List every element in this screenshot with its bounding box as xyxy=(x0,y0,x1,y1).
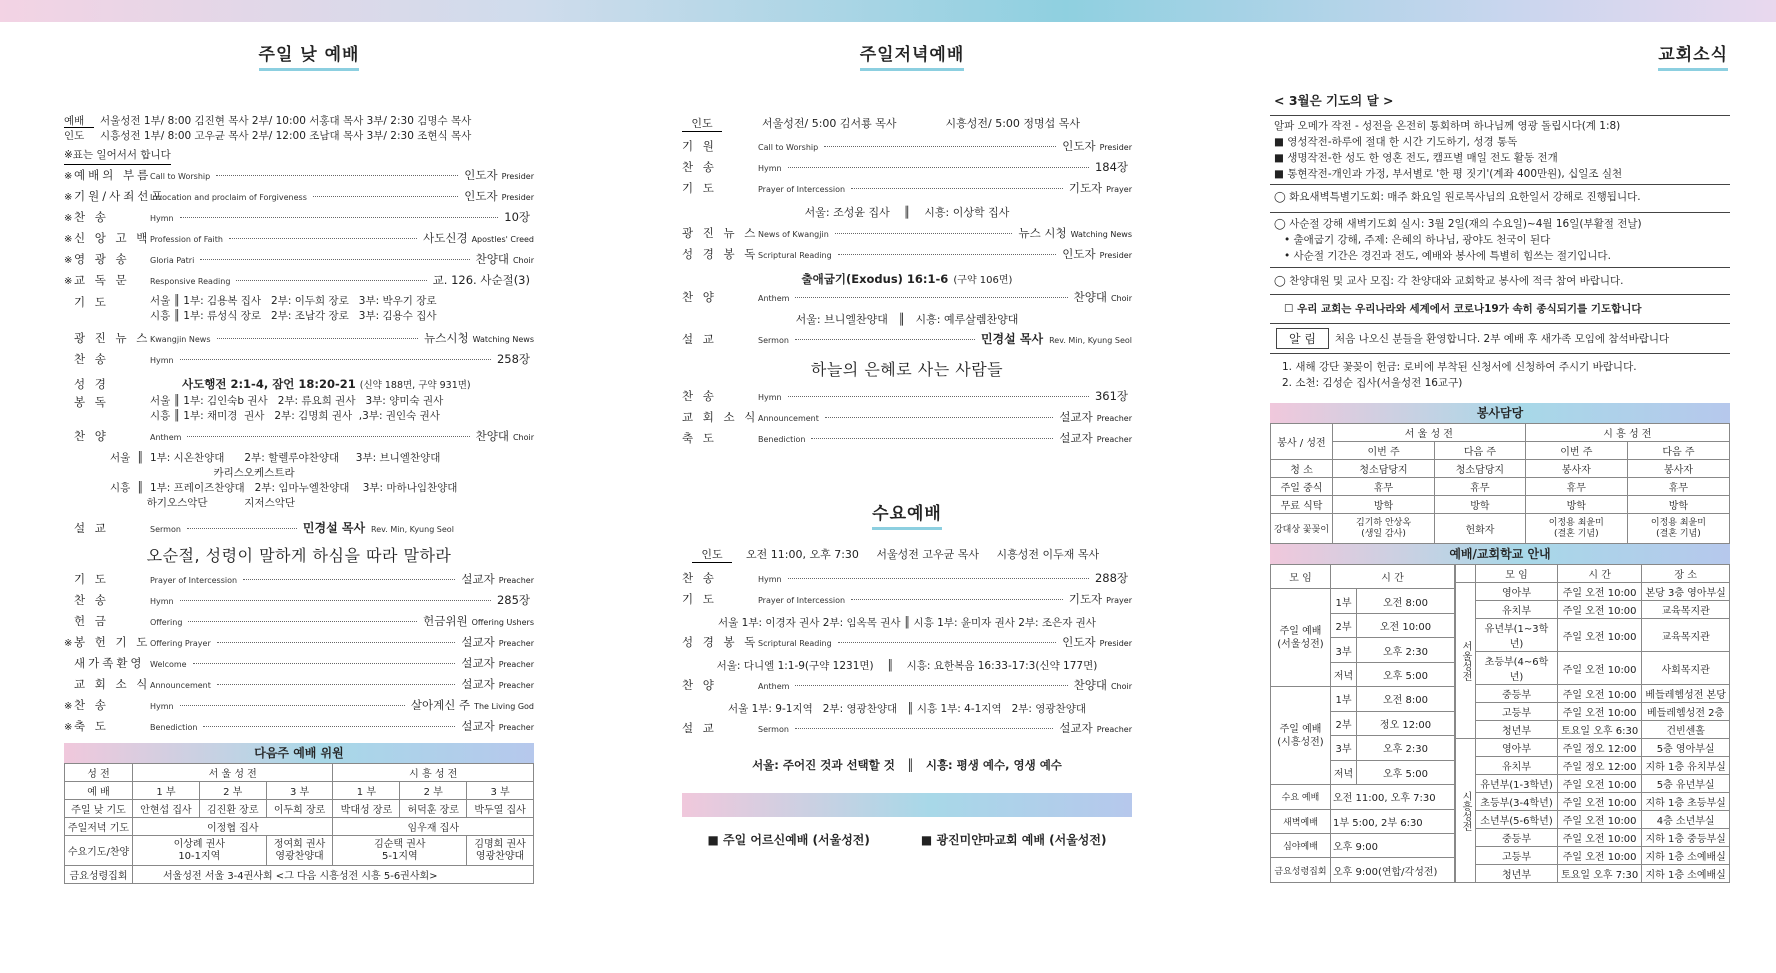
order-label: 교 독 문 xyxy=(74,273,130,287)
order-value: 인도자 xyxy=(1062,139,1096,153)
stand-mark: ※ xyxy=(64,276,73,287)
order-eng: Kwangjin News xyxy=(150,335,211,344)
order-item xyxy=(64,330,534,351)
order-item xyxy=(682,570,1132,591)
prayer-label: 기 도 xyxy=(74,295,109,309)
table-row: 주일 낮 기도 안현섭 집사 김진환 장로 이두희 장로 박대성 장로 허덕훈 장로 박두열 집사 xyxy=(65,800,534,818)
order-label: 영 광 송 xyxy=(74,252,130,266)
order-item xyxy=(682,388,1132,409)
table-row: 유년부(1-3학년) 주일 오전 10:00 5층 유년부실 xyxy=(1456,775,1730,793)
table-row: 2부 정오 12:00 xyxy=(1271,711,1455,735)
prayer-bullet-3: ■ 통현작전-개인과 가정, 부서별로 '한 평 짓기'(계좌 400만원), 십일조 실천 xyxy=(1274,168,1623,180)
order-label: 광 진 뉴 스 xyxy=(74,331,151,345)
leader-dots xyxy=(824,146,1056,147)
order-item xyxy=(64,697,534,718)
order-eng: Scriptural Reading xyxy=(758,251,832,260)
order-label: 헌 금 xyxy=(74,614,109,628)
sermon-eng: Sermon xyxy=(150,525,181,534)
order-label: 새가족환영 xyxy=(74,656,145,670)
order-list-a xyxy=(64,167,534,293)
evening-leader-text: 서울성전/ 5:00 김서룡 목사 시흥성전/ 5:00 정명섭 목사 xyxy=(762,117,1081,130)
evening-prayer-names: 서울: 조성윤 집사 ║ 시흥: 이상학 집사 xyxy=(804,206,1010,219)
order-label: 교 회 소 식 xyxy=(682,410,759,424)
table-row: 유년부(1~3학년) 주일 오전 10:00 교육목지관 xyxy=(1456,619,1730,652)
order-label: 찬 송 xyxy=(74,352,109,366)
leader-dots xyxy=(188,621,417,622)
school-guide xyxy=(1270,544,1730,883)
order-eng: Call to Worship xyxy=(150,172,211,181)
middle-footer xyxy=(682,831,1132,848)
order-value: 설교자 xyxy=(461,656,495,670)
wednesday-service-title: 수요예배 xyxy=(682,499,1132,524)
next-week-title: 다음주 예배 위원 xyxy=(64,743,534,763)
order-item xyxy=(64,676,534,697)
wednesday-sermon-titles: 서울: 주어진 것과 선택할 것 ║ 시흥: 평생 예수, 영생 예수 xyxy=(752,758,1062,772)
notice-2: ◯ 사순절 강해 새벽기도회 실시: 3월 2일(재의 수요일)~4월 16일(부활절 전날) • 출애굽기 강해, 주제: 은혜의 하나님, 광야도 천국이 된다 • 사순절 기간은 경건과 전도, 예배와 봉사에 특별히 힘쓰는 절기입니다. xyxy=(1274,218,1642,262)
table-row: 3부 오후 2:30 xyxy=(1271,736,1455,760)
table-row: 유치부 주일 오전 10:00 교육목지관 xyxy=(1456,601,1730,619)
sunday-service-column xyxy=(64,40,534,884)
table-row: 고등부 주일 오전 10:00 지하 1층 소예배실 xyxy=(1456,847,1730,865)
leader-label-2: 인도 xyxy=(64,130,85,142)
order-value: 10장 xyxy=(504,210,530,224)
order-value: 헌금위원 xyxy=(423,614,468,628)
order-item xyxy=(682,159,1132,180)
service-duty xyxy=(1270,403,1730,544)
table-row: 소년부(5-6학년) 주일 오전 10:00 4층 소년부실 xyxy=(1456,811,1730,829)
order-eng: Hymn xyxy=(758,393,782,402)
evening-leader-label: 인도 xyxy=(682,115,722,132)
order-value-eng: Presider xyxy=(501,193,534,202)
middle-gradient-band xyxy=(682,793,1132,817)
order-value-eng: Preacher xyxy=(498,681,534,690)
service-duty-title: 봉사담당 xyxy=(1270,403,1730,423)
leader-dots xyxy=(203,726,455,727)
order-value: 설교자 xyxy=(461,719,495,733)
alarm-label: 알 림 xyxy=(1276,328,1329,349)
next-week-table: 성 전 서 울 성 전 시 흥 성 전 예 배 1 부 2 부 3 부 1 부 2 부 3 부 주일 낮 기도 안현섭 집사 김진환 장로 이두희 장로 박대성 장로 허덕훈 장로 박두열 집사 주일저녁 기도 이정협 집사 임우재 집사 수요기도/찬양 이상례 권사 10-1지역 정여희 권사 영광찬양대 김순택 권사 5-1지역 김명희 권사 영광찬양대 금요성령집회 서울성전 서울 3-4권사회 <그 다음 시흥성전 시흥 5-6권사회> xyxy=(64,763,534,884)
order-label: 기 도 xyxy=(74,572,109,586)
order-value: 258장 xyxy=(496,352,530,366)
order-item xyxy=(64,209,534,230)
leader-dots xyxy=(217,642,456,643)
table-row: 초등부(4~6학년) 주일 오전 10:00 사회목지관 xyxy=(1456,652,1730,685)
leader-dots xyxy=(217,338,419,339)
leader-rows xyxy=(64,113,534,165)
stand-mark: ※ xyxy=(64,234,73,245)
order-label: 교 회 소 식 xyxy=(74,677,151,691)
stand-mark: ※ xyxy=(64,255,73,266)
order-item xyxy=(682,225,1132,246)
anthem-label: 찬 양 xyxy=(74,429,109,443)
order-value: 사도신경 xyxy=(423,231,468,245)
order-value-eng: Preacher xyxy=(498,639,534,648)
table-row: 시흥성전 영아부 주일 정오 12:00 5층 영아부실 xyxy=(1456,739,1730,757)
table-row: 무료 식탁 방학 방학 방학 방학 xyxy=(1271,496,1730,514)
reading-block xyxy=(64,394,534,424)
order-label: 예배의 부름 xyxy=(74,168,152,182)
order-value: 설교자 xyxy=(461,635,495,649)
reading-label: 봉 독 xyxy=(74,395,109,409)
sunday-service-title: 주일 낮 예배 xyxy=(64,40,534,65)
order-label: 찬 송 xyxy=(74,698,109,712)
leader-dots xyxy=(180,705,405,706)
notice-1: ◯ 화요새벽특별기도회: 매주 화요일 원로목사님의 요한일서 강해로 진행됩니다. xyxy=(1274,191,1641,203)
table-row: 새벽예배 1부 5:00, 2부 6:30 xyxy=(1271,809,1455,833)
order-item xyxy=(64,167,534,188)
leader-dots xyxy=(180,217,499,218)
table-row: 강대상 꽃꽂이 김기하 안상옥 (생일 감사) 헌화자 이정용 최윤미 (결혼 기념) 이정용 최윤미 (결혼 기념) xyxy=(1271,514,1730,544)
order-value-eng: Watching News xyxy=(1070,230,1132,239)
table-row: 금요성령집회 오후 9:00(연합/각성전) xyxy=(1271,858,1455,883)
alarm-row xyxy=(1270,328,1730,349)
order-value-eng: Offering Ushers xyxy=(471,618,534,627)
evening-sermon-line: 설 교 Sermon 민경설 목사 Rev. Min, Kyung Seol xyxy=(682,332,1132,346)
order-eng: News of Kwangjin xyxy=(758,230,829,239)
stand-mark: ※ xyxy=(64,638,73,649)
anthem-eng: Anthem xyxy=(150,433,182,442)
scripture-text: 사도행전 2:1-4, 잠언 18:20-21 xyxy=(182,377,356,391)
leader-dots xyxy=(838,254,1057,255)
order-item xyxy=(64,613,534,634)
stand-mark: ※ xyxy=(64,171,73,182)
church-news-column xyxy=(1270,40,1730,883)
evening-anthem-line: 찬 양 Anthem 찬양대 Choir xyxy=(682,290,1132,304)
leader-dots xyxy=(216,175,458,176)
order-value: 361장 xyxy=(1094,389,1128,403)
order-value-eng: Presider xyxy=(1099,143,1132,152)
order-label: 기 도 xyxy=(682,592,717,606)
order-eng: Gloria Patri xyxy=(150,256,195,265)
leader-dots xyxy=(835,233,1013,234)
order-value-eng: Presider xyxy=(501,172,534,181)
order-item xyxy=(64,351,534,372)
leader-dots xyxy=(217,684,455,685)
order-item xyxy=(682,180,1132,201)
service-duty-table: 봉사 / 성전 서 울 성 전 시 흥 성 전 이번 주 다음 주 이번 주 다음 주 청 소 청소담당지 청소담당지 봉사자 봉사자 주일 중식 휴무 휴무 휴무 휴무 무료 식탁 방학 방학 방학 방학 강대상 꽃꽂이 김기하 안상옥 (생일 감사) 헌화자 이정용 최윤미 (결혼 기념) 이정용 최윤미 (결혼 기념) xyxy=(1270,423,1730,544)
footer-myanmar-service: ■ 광진미얀마교회 예배 (서울성전) xyxy=(920,833,1107,847)
order-value-eng: Prayer xyxy=(1106,596,1132,605)
evening-anthem-names: 서울: 브니엘찬양대 ║ 시흥: 예루살렘찬양대 xyxy=(795,313,1019,326)
order-value: 기도자 xyxy=(1068,592,1103,606)
wednesday-anthem-line: 찬 양 Anthem 찬양대 Choir xyxy=(682,678,1132,692)
anthem-line: 찬 양 Anthem 찬양대 Choir xyxy=(74,429,534,443)
order-value: 288장 xyxy=(1094,571,1128,585)
scripture-label: 성 경 xyxy=(74,377,109,391)
order-value-eng: The Living God xyxy=(474,702,534,711)
order-item xyxy=(64,188,534,209)
order-eng: Hymn xyxy=(758,575,782,584)
order-value: 교. 126. 사순절(3) xyxy=(432,273,530,287)
leader-dots xyxy=(180,600,491,601)
order-eng: Offering Prayer xyxy=(150,639,211,648)
prayer-bullet-2: ■ 생명작전-한 성도 한 영혼 전도, 캠프별 매일 전도 활동 전개 xyxy=(1274,152,1558,164)
wednesday-order-a xyxy=(682,570,1132,612)
order-item xyxy=(64,634,534,655)
table-row: 주일 중식 휴무 휴무 휴무 휴무 xyxy=(1271,478,1730,496)
table-row: 청 소 청소담당지 청소담당지 봉사자 봉사자 xyxy=(1271,460,1730,478)
wednesday-sermon-line: 설 교 Sermon 설교자 Preacher xyxy=(682,721,1132,735)
table-row: 서울성전 영아부 주일 오전 10:00 본당 3층 영아부실 xyxy=(1456,583,1730,601)
evening-scripture: 출애굽기(Exodus) 16:1-6 (구약 106면) xyxy=(801,272,1013,286)
leader-text-1: 서울성전 1부/ 8:00 김진현 목사 2부/ 10:00 서홍대 목사 3부/ 2:30 김명수 목사 xyxy=(100,115,472,127)
scripture-block xyxy=(64,376,534,394)
order-item xyxy=(682,138,1132,159)
leader-dots xyxy=(851,599,1063,600)
order-item xyxy=(682,591,1132,612)
order-label: 기 원 xyxy=(682,139,717,153)
order-eng: Welcome xyxy=(150,660,187,669)
evening-service-title: 주일저녁예배 xyxy=(682,40,1132,65)
stand-mark: ※ xyxy=(64,213,73,224)
leader-dots xyxy=(851,188,1063,189)
leader-text-2: 시흥성전 1부/ 8:00 고우균 목사 2부/ 12:00 조남대 목사 3부/ 2:30 조현식 목사 xyxy=(100,130,472,142)
prayer-intro: 알파 오메가 작전 - 성전을 온전히 통회하며 하나님께 영광 돌립시다(계 1:8) xyxy=(1274,120,1621,132)
leader-dots xyxy=(313,196,458,197)
order-value: 인도자 xyxy=(464,189,498,203)
order-label: 찬 송 xyxy=(682,389,717,403)
table-row: 주일 예배 (서울성전) 1부 오전 8:00 xyxy=(1271,589,1455,613)
order-value: 설교자 xyxy=(461,677,495,691)
order-value: 설교자 xyxy=(461,572,495,586)
wednesday-scripture: 서울: 다니엘 1:1-9(구약 1231면) ║ 시흥: 요한복음 16:33-17:3(신약 177면) xyxy=(716,660,1098,672)
order-label: 찬 송 xyxy=(74,210,109,224)
evening-sermon-title: 하늘의 은혜로 사는 사람들 xyxy=(810,360,1004,379)
table-row: 수요 예배 오전 11:00, 오후 7:30 xyxy=(1271,785,1455,809)
order-list-b xyxy=(64,330,534,372)
order-list-c xyxy=(64,571,534,739)
order-item xyxy=(682,430,1132,451)
table-row: 주일 예배 (시흥성전) 1부 오전 8:00 xyxy=(1271,687,1455,711)
sermon-title: 오순절, 성령이 말하게 하심을 따라 말하라 xyxy=(146,546,452,565)
order-value-eng: Preacher xyxy=(1096,414,1132,423)
table-row: 청년부 토요일 오후 6:30 건빈센홀 xyxy=(1456,721,1730,739)
anthem-lines: 서울 ║ 1부: 시온찬양대 2부: 할렐루야찬양대 3부: 브니엘찬양대 카리스오케스트라 시흥 ║ 1부: 프레이즈찬양대 2부: 임마누엘찬양대 3부: 마하나임찬양대 하기오스악단 지저스악단 xyxy=(110,452,458,509)
sermon-preacher: 민경설 목사 xyxy=(302,521,366,535)
leader-dots xyxy=(243,579,455,580)
worship-time-table: 모 임 시 간 주일 예배 (서울성전) 1부 오전 8:00 2부 오전 10:00 3부 오후 2:30 저녁 오후 5:00 주일 예배 (시흥성전) 1부 오전 8:00 2부 정오 12:00 3부 오후 2:30 저녁 오후 5:00 수요 예배 오전 11:00, 오후 7:30 새벽예배 1부 5:00, 2부 6:30 심야예배 오후 9:00 금요성령집회 오후 9:00(연합/각성전) xyxy=(1270,564,1455,883)
table-row: 초등부(3-4학년) 주일 오전 10:00 지하 1층 초등부실 xyxy=(1456,793,1730,811)
sermon-label: 설 교 xyxy=(74,521,109,535)
order-eng: Prayer of Intercession xyxy=(758,185,846,194)
leader-dots xyxy=(788,578,1089,579)
order-value: 설교자 xyxy=(1059,410,1093,424)
order-eng: Benediction xyxy=(150,723,198,732)
order-value: 뉴스시청 xyxy=(424,331,469,345)
order-eng: Invocation and proclaim of Forgiveness xyxy=(150,193,307,202)
prayer-month-box xyxy=(1270,115,1730,185)
order-label: 신 앙 고 백 xyxy=(74,231,151,245)
order-label: 축 도 xyxy=(682,431,717,445)
order-eng: Profession of Faith xyxy=(150,235,223,244)
order-eng: Hymn xyxy=(758,164,782,173)
notice-3: ◯ 찬양대원 및 교사 모집: 각 찬양대와 교회학교 봉사에 적극 참여 바랍니다. xyxy=(1274,275,1624,287)
leader-dots xyxy=(825,417,1053,418)
stand-mark: ※ xyxy=(64,701,73,712)
order-item xyxy=(64,592,534,613)
order-item xyxy=(64,230,534,251)
order-item xyxy=(64,251,534,272)
order-label: 축 도 xyxy=(74,719,109,733)
order-value: 285장 xyxy=(496,593,530,607)
order-label: 성 경 봉 독 xyxy=(682,247,759,261)
evening-leader xyxy=(682,111,1132,135)
order-label: 찬 송 xyxy=(682,571,717,585)
leader-dots xyxy=(236,280,426,281)
order-eng: Announcement xyxy=(150,681,211,690)
sermon-line: 설 교 Sermon 민경설 목사 Rev. Min, Kyung Seol xyxy=(74,521,454,535)
prayer-bullet-1: ■ 영성작전-하루에 절대 한 시간 기도하기, 성경 통독 xyxy=(1274,136,1518,148)
order-value-eng: Preacher xyxy=(498,576,534,585)
table-row: 3부 오후 2:30 xyxy=(1271,638,1455,662)
leader-dots xyxy=(788,167,1089,168)
evening-order-b xyxy=(682,225,1132,267)
prayer-block xyxy=(64,294,534,324)
order-value: 인도자 xyxy=(1062,247,1096,261)
evening-service-column xyxy=(682,40,1132,848)
table-row: 주일저녁 기도 이정협 집사 임우재 집사 xyxy=(65,818,534,836)
order-value-eng: Presider xyxy=(1099,251,1132,260)
school-guide-title: 예배/교회학교 안내 xyxy=(1270,544,1730,564)
leader-dots xyxy=(200,259,469,260)
wednesday-reading-line: 성 경 봉 독 Scriptural Reading 인도자 Presider xyxy=(682,635,1132,649)
stand-mark: ※ xyxy=(64,722,73,733)
leader-dots xyxy=(788,396,1089,397)
order-value-eng: Choir xyxy=(512,256,534,265)
wednesday-leader: 인도 오전 11:00, 오후 7:30 서울성전 고우균 목사 시흥성전 이두재 목사 xyxy=(682,542,1132,566)
anthem-value: 찬양대 xyxy=(475,429,509,443)
stand-mark: ※ xyxy=(64,192,73,203)
notice-4: ☐ 우리 교회는 우리나라와 세계에서 코로나19가 속히 종식되기를 기도합니다 xyxy=(1284,303,1642,315)
reading-lines: 서울 ║ 1부: 김인숙b 권사 2부: 류요희 권사 3부: 양미숙 권사 시흥 ║ 1부: 채미경 권사 2부: 김명희 권사 ,3부: 권인숙 권사 xyxy=(150,395,444,422)
evening-order-a xyxy=(682,138,1132,201)
table-row: 금요성령집회 서울성전 서울 3-4권사회 <그 다음 시흥성전 시흥 5-6권사회> xyxy=(65,866,534,884)
order-item xyxy=(682,246,1132,267)
table-row: 청년부 토요일 오후 7:30 지하 1층 소예배실 xyxy=(1456,865,1730,883)
table-row: 중등부 주일 오전 10:00 지하 1층 중등부실 xyxy=(1456,829,1730,847)
prayer-month: < 3월은 기도의 달 > xyxy=(1274,93,1394,108)
order-value: 184장 xyxy=(1094,160,1128,174)
order-item xyxy=(64,655,534,676)
table-row: 심야예배 오후 9:00 xyxy=(1271,833,1455,857)
order-item xyxy=(64,571,534,592)
order-eng: Responsive Reading xyxy=(150,277,231,286)
order-value: 인도자 xyxy=(464,168,498,182)
order-label: 기 도 xyxy=(682,181,717,195)
table-row: 수요기도/찬양 이상례 권사 10-1지역 정여희 권사 영광찬양대 김순택 권사 5-1지역 김명희 권사 영광찬양대 xyxy=(65,836,534,866)
table-row: 저녁 오후 5:00 xyxy=(1271,662,1455,686)
alarm-text: 처음 나오신 분들을 환영합니다. 2부 예배 후 새가족 모임에 참석바랍니다 xyxy=(1335,332,1670,345)
stand-note: ※표는 일어서서 합니다 xyxy=(64,147,171,165)
wednesday-prayer-names: 서울 1부: 이경자 권사 2부: 임옥목 권사 ║ 시흥 1부: 윤미자 권사 2부: 조은자 권사 xyxy=(718,617,1096,629)
table-row: 2부 오전 10:00 xyxy=(1271,613,1455,637)
table-row: 저녁 오후 5:00 xyxy=(1271,760,1455,784)
order-eng: Offering xyxy=(150,618,183,627)
order-value: 기도자 xyxy=(1068,181,1103,195)
order-eng: Prayer of Intercession xyxy=(150,576,238,585)
leader-dots xyxy=(811,438,1053,439)
leader-dots xyxy=(193,663,456,664)
leader-dots xyxy=(180,359,491,360)
wednesday-anthem-names: 서울 1부: 9-1지역 2부: 영광찬양대 ║ 시흥 1부: 4-1지역 2부: 영광찬양대 xyxy=(727,703,1087,715)
leader-label-1: 예배 xyxy=(64,113,94,128)
top-gradient-bar xyxy=(0,0,1776,22)
order-value-eng: Apostles' Creed xyxy=(471,235,534,244)
order-value: 뉴스 시청 xyxy=(1018,226,1067,240)
next-week-committee xyxy=(64,743,534,884)
leader-dots xyxy=(229,238,417,239)
order-item xyxy=(64,718,534,739)
order-eng: Hymn xyxy=(150,702,174,711)
order-label: 찬 송 xyxy=(682,160,717,174)
order-eng: Benediction xyxy=(758,435,806,444)
order-eng: Hymn xyxy=(150,597,174,606)
order-value-eng: Preacher xyxy=(498,660,534,669)
order-eng: Call to Worship xyxy=(758,143,819,152)
order-label: 기원/사죄선포 xyxy=(74,189,166,203)
order-item xyxy=(64,272,534,293)
table-row: 유치부 주일 정오 12:00 지하 1층 유치부실 xyxy=(1456,757,1730,775)
order-value-eng: Prayer xyxy=(1106,185,1132,194)
order-label: 봉 헌 기 도 xyxy=(74,635,151,649)
order-value: 설교자 xyxy=(1059,431,1093,445)
order-eng: Hymn xyxy=(150,356,174,365)
order-value-eng: Preacher xyxy=(1096,435,1132,444)
order-value-eng: Preacher xyxy=(498,723,534,732)
order-value: 찬양대 xyxy=(475,252,509,266)
school-time-table: 모 임 시 간 장 소 서울성전 영아부 주일 오전 10:00 본당 3층 영아부실 유치부 주일 오전 10:00 교육목지관 유년부(1~3학년) 주일 오전 10:00 교육목지관 초등부(4~6학년) 주일 오전 10:00 사회목지관 중등부 주일 오전 10:00 베들레헴성전 본당 고등부 주일 오전 10:00 베들레헴성전 2층 청년부 토요일 오후 6:30 건빈센홀 시흥성전 영아부 주일 정오 12:00 5층 영아부실 유치부 주일 정오 12:00 지하 1층 유치부실 유년부(1-3학년) 주일 오전 10:00 5층 유년부실 초등부(3-4학년) 주일 오전 10:00 지하 1층 초등부실 소년부(5-6학년) 주일 오전 10:00 4층 소년부실 중등부 주일 오전 10:00 지하 1층 중등부실 고등부 주일 오전 10:00 지하 1층 소예배실 청년부 토요일 오후 7:30 지하 1층 소예배실 xyxy=(1455,564,1730,883)
order-eng: Prayer of Intercession xyxy=(758,596,846,605)
prayer-lines: 서울 ║ 1부: 김용복 집사 2부: 이두희 장로 3부: 박우기 장로 시흥 ║ 1부: 류성식 장로 2부: 조남각 장로 3부: 김용수 집사 xyxy=(150,295,437,322)
order-value: 살아계신 주 xyxy=(410,698,471,712)
order-label: 광 진 뉴 스 xyxy=(682,226,759,240)
order-eng: Announcement xyxy=(758,414,819,423)
order-item xyxy=(682,409,1132,430)
order-eng: Hymn xyxy=(150,214,174,223)
alarm-items: 1. 새해 강단 꽃꽂이 헌금: 로비에 부착된 신청서에 신청하여 주시기 바랍니다. 2. 소천: 김성순 집사(서울성전 16교구) xyxy=(1282,361,1637,389)
table-row: 중등부 주일 오전 10:00 베들레헴성전 본당 xyxy=(1456,685,1730,703)
order-label: 찬 송 xyxy=(74,593,109,607)
order-value-eng: Watching News xyxy=(472,335,534,344)
evening-order-c xyxy=(682,388,1132,451)
footer-elder-service: ■ 주일 어르신예배 (서울성전) xyxy=(707,833,870,847)
scripture-page: (신약 188면, 구약 931면) xyxy=(359,380,471,391)
church-news-title: 교회소식 xyxy=(1270,40,1730,65)
table-row: 고등부 주일 오전 10:00 베들레헴성전 2층 xyxy=(1456,703,1730,721)
